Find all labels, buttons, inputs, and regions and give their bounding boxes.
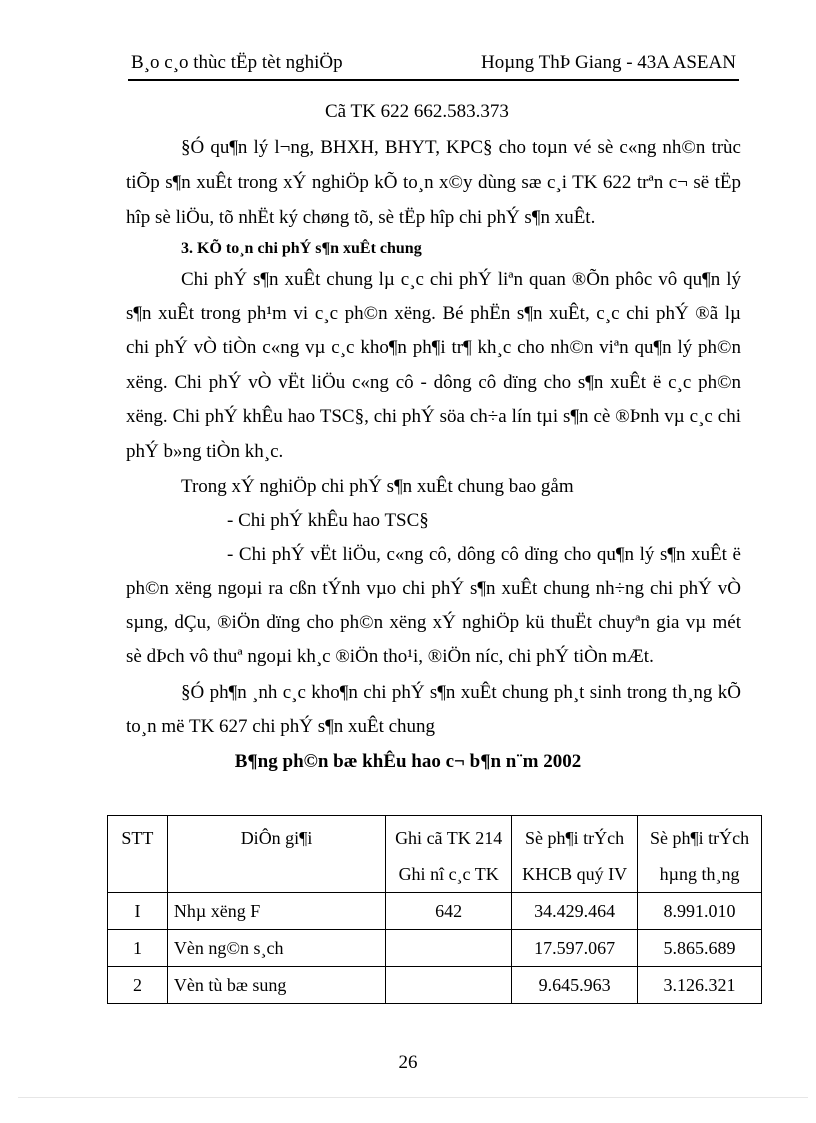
header-monthly-line1: Sè ph¶i trÝch <box>649 828 750 848</box>
paragraph-line: §Ó qu¶n lý l¬ng, BHXH, BHYT, KPC§ cho toµn vé sè c«ng nh©n trùc <box>181 137 741 158</box>
paragraph-line: xëng. Chi phÝ khÊu hao TSC§, chi phÝ söa ch÷a lín tµi s¶n cè ®Þnh vµ c¸c chi <box>126 406 741 427</box>
header-monthly <box>638 816 762 893</box>
header-stt: STT <box>108 816 168 893</box>
paragraph-line: xëng. Chi phÝ vÒ vËt liÖu c«ng cô - dông cô dïng cho s¶n xuÊt ë c¸c ph©n <box>126 372 741 393</box>
paragraph-line: sè dÞch vô thuª ngoµi kh¸c ®iÖn tho¹i, ®iÖn níc, chi phÝ tiÒn mÆt. <box>126 646 654 667</box>
cell-monthly: 3.126.321 <box>638 967 762 1004</box>
cell-stt: I <box>108 893 168 930</box>
paragraph-line: to¸n më TK 627 chi phÝ s¶n xuÊt chung <box>126 716 436 737</box>
cell-khcb: 17.597.067 <box>512 930 638 967</box>
cell-stt: 1 <box>108 930 168 967</box>
header-divider <box>128 79 739 81</box>
cell-khcb: 34.429.464 <box>512 893 638 930</box>
header-author: Hoµng ThÞ Giang - 43A ASEAN <box>481 52 736 73</box>
table-row <box>108 967 762 1004</box>
paragraph-line: sµng, dÇu, ®iÖn dïng cho ph©n xëng xÝ nghiÖp kü thuËt chuyªn gia vµ mét <box>126 612 741 633</box>
paragraph-line: phÝ b»ng tiÒn kh¸c. <box>126 441 284 462</box>
cell-account <box>386 967 512 1004</box>
footer-divider <box>18 1097 808 1098</box>
bullet-item: - Chi phÝ vËt liÖu, c«ng cô, dông cô dïng cho qu¶n lý s¶n xuÊt ë <box>227 544 741 565</box>
account-line: Cã TK 622 662.583.373 <box>325 101 509 122</box>
cell-stt: 2 <box>108 967 168 1004</box>
header-account-line2: Ghi nî c¸c TK <box>398 864 499 884</box>
header-khcb <box>512 816 638 893</box>
header-khcb-line2: KHCB quý IV <box>522 864 628 884</box>
header-account <box>386 816 512 893</box>
cell-khcb: 9.645.963 <box>512 967 638 1004</box>
cell-account: 642 <box>386 893 512 930</box>
table-header-row <box>108 816 762 893</box>
page-number: 26 <box>398 1052 418 1073</box>
header-monthly-line2: hµng th¸ng <box>659 864 740 884</box>
bullet-item: - Chi phÝ khÊu hao TSC§ <box>227 510 429 531</box>
paragraph-line: hîp sè liÖu, tõ nhËt ký chøng tõ, sè tËp hîp chi phÝ s¶n xuÊt. <box>126 207 596 228</box>
paragraph-line: s¶n xuÊt trong ph¹m vi c¸c ph©n xëng. Bé phËn s¶n xuÊt, c¸c chi phÝ ®ã lµ <box>126 303 741 324</box>
header-account-line1: Ghi cã TK 214 <box>395 828 503 848</box>
table-row <box>108 893 762 930</box>
cell-description: Vèn tù bæ sung <box>167 967 385 1004</box>
paragraph-line: §Ó ph¶n ¸nh c¸c kho¶n chi phÝ s¶n xuÊt chung ph¸t sinh trong th¸ng kÕ <box>181 682 741 703</box>
table-title: B¶ng ph©n bæ khÊu hao c¬ b¶n n¨m 2002 <box>234 751 582 772</box>
cell-description: Nhµ xëng F <box>167 893 385 930</box>
header-khcb-line1: Sè ph¶i trÝch <box>525 828 625 848</box>
paragraph-line: Trong xÝ nghiÖp chi phÝ s¶n xuÊt chung bao gåm <box>181 476 574 497</box>
cell-monthly: 5.865.689 <box>638 930 762 967</box>
cell-monthly: 8.991.010 <box>638 893 762 930</box>
paragraph-line: chi phÝ vÒ tiÒn c«ng vµ c¸c kho¶n ph¶i tr¶ kh¸c cho nh©n viªn qu¶n lý ph©n <box>126 337 741 358</box>
paragraph-line: ph©n xëng ngoµi ra cßn tÝnh vµo chi phÝ s¶n xuÊt chung nh÷ng chi phÝ vÒ <box>126 578 741 599</box>
table-row <box>108 930 762 967</box>
cell-account <box>386 930 512 967</box>
cell-description: Vèn ng©n s¸ch <box>167 930 385 967</box>
depreciation-table <box>107 815 762 1004</box>
section-heading: 3. KÕ to¸n chi phÝ s¶n xuÊt chung <box>181 240 422 257</box>
paragraph-line: Chi phÝ s¶n xuÊt chung lµ c¸c chi phÝ liªn quan ®Õn phôc vô qu¶n lý <box>181 269 741 290</box>
header-description: DiÔn gi¶i <box>167 816 385 893</box>
header-report-title: B¸o c¸o thùc tËp tèt nghiÖp <box>131 52 343 73</box>
paragraph-line: tiÕp s¶n xuÊt trong xÝ nghiÖp kÕ to¸n x©y dùng sæ c¸i TK 622 trªn c¬ së tËp <box>126 172 741 193</box>
